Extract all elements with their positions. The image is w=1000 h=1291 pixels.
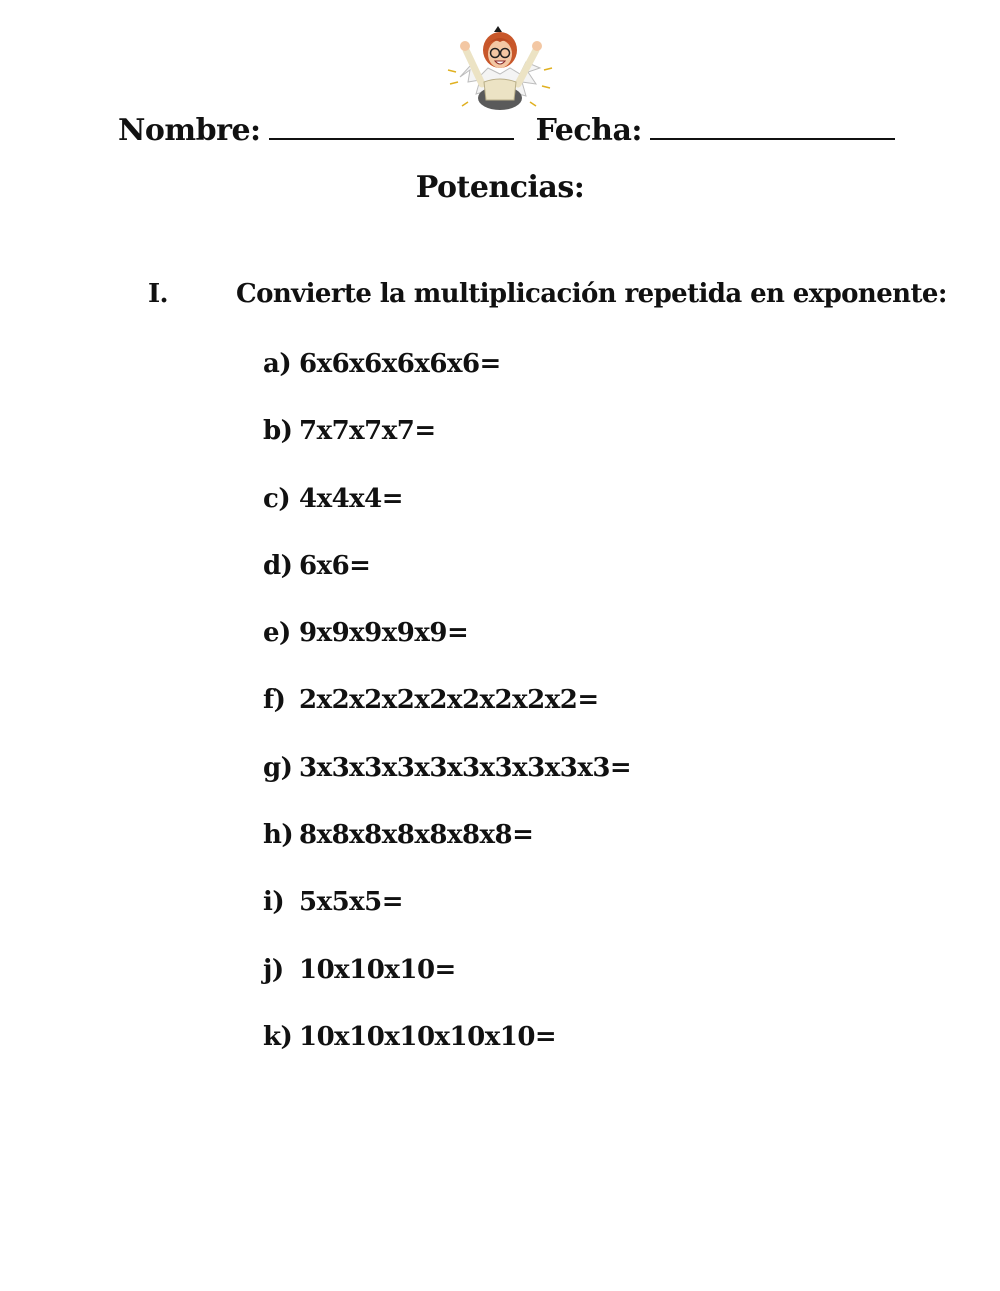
- exercise-item: [263, 955, 631, 1022]
- exercise-letter: h): [263, 820, 294, 851]
- header-line: [118, 112, 888, 148]
- date-blank-line: [650, 112, 895, 140]
- exercise-expression: 7x7x7x7=: [299, 416, 436, 447]
- exercise-expression: 6x6x6x6x6x6=: [299, 349, 501, 379]
- exercise-expression: 8x8x8x8x8x8x8=: [299, 820, 534, 851]
- section-instruction: Convierte la multiplicación repetida en exponente:: [236, 279, 947, 309]
- exercise-letter: j): [263, 954, 284, 985]
- exercise-letter: a): [263, 349, 292, 379]
- exercise-letter: i): [263, 887, 285, 918]
- exercise-item: [263, 618, 631, 685]
- exercise-expression: 3x3x3x3x3x3x3x3x3x3=: [299, 752, 632, 783]
- section-heading: [148, 279, 947, 309]
- section-number: I.: [148, 279, 169, 309]
- name-label: Nombre:: [118, 113, 261, 148]
- name-blank-line: [269, 112, 514, 140]
- exercise-list: [263, 349, 631, 1089]
- exercise-expression: 9x9x9x9x9=: [299, 618, 469, 649]
- exercise-item: [263, 551, 631, 618]
- exercise-letter: g): [263, 752, 293, 783]
- exercise-letter: e): [263, 618, 291, 649]
- exercise-letter: f): [263, 685, 286, 716]
- exercise-expression: 10x10x10x10x10=: [299, 1021, 557, 1052]
- exercise-item: [263, 685, 631, 752]
- exercise-expression: 4x4x4=: [299, 483, 404, 514]
- exercise-item: [263, 349, 631, 416]
- exercise-item: [263, 887, 631, 954]
- exercise-letter: b): [263, 416, 293, 447]
- exercise-letter: d): [263, 550, 293, 581]
- exercise-item: [263, 820, 631, 887]
- cartoon-avatar-icon: [440, 22, 560, 117]
- exercise-expression: 5x5x5=: [299, 887, 404, 918]
- exercise-letter: c): [263, 483, 291, 514]
- exercise-expression: 6x6=: [299, 550, 371, 581]
- exercise-item: [263, 753, 631, 820]
- exercise-expression: 10x10x10=: [299, 954, 456, 985]
- page-title: Potencias:: [415, 170, 585, 205]
- exercise-expression: 2x2x2x2x2x2x2x2x2=: [299, 685, 599, 716]
- exercise-letter: k): [263, 1021, 293, 1052]
- date-label: Fecha:: [535, 113, 642, 148]
- exercise-item: [263, 484, 631, 551]
- exercise-item: [263, 1022, 631, 1089]
- exercise-item: [263, 416, 631, 483]
